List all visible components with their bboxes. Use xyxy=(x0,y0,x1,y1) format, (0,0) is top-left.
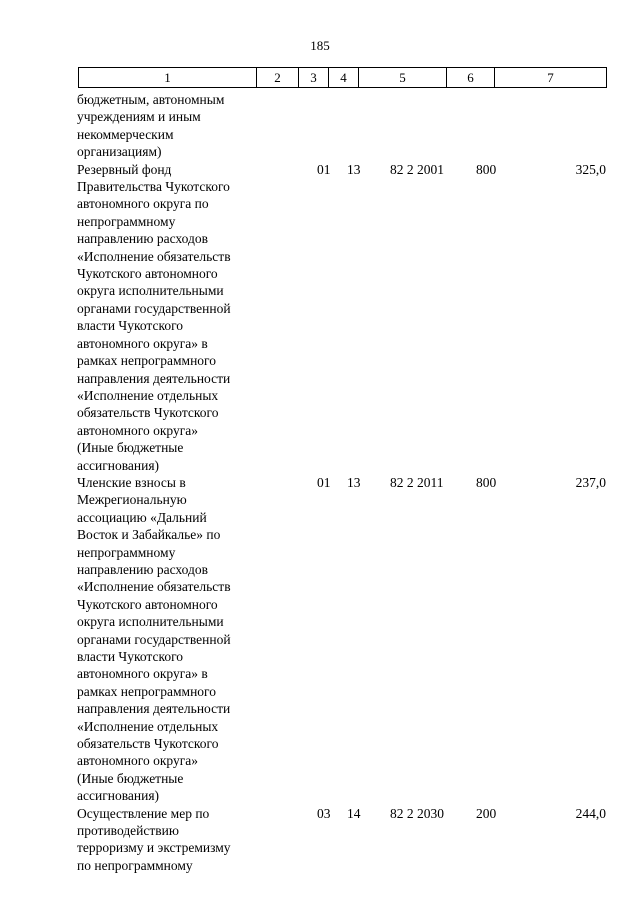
text-line: Чукотского автономного xyxy=(77,266,218,282)
column-header-6: 6 xyxy=(447,68,495,88)
text-line: органами государственной xyxy=(77,300,231,316)
column-header-1: 1 xyxy=(79,68,257,88)
text-line: ассигнования) xyxy=(77,457,160,473)
text-line: противодействию xyxy=(77,823,179,839)
text-line: обязательств Чукотского xyxy=(77,405,219,421)
text-line: автономного округа» в xyxy=(77,666,208,682)
column-header-4: 4 xyxy=(329,68,359,88)
text-line: рамках непрограммного xyxy=(77,353,216,369)
text-line: «Исполнение обязательств xyxy=(77,248,231,264)
table-row xyxy=(0,805,640,875)
amount-value: 325,0 xyxy=(575,161,606,177)
continuation-row xyxy=(0,91,640,161)
subsection-code: 13 xyxy=(347,161,361,177)
section-code: 01 xyxy=(317,161,331,177)
column-header-2: 2 xyxy=(257,68,299,88)
table-row xyxy=(0,474,640,805)
text-line: рамках непрограммного xyxy=(77,683,216,699)
column-header-5: 5 xyxy=(359,68,447,88)
subsection-code: 14 xyxy=(347,805,361,821)
text-line: непрограммному xyxy=(77,213,176,229)
text-line: автономного округа» в xyxy=(77,335,208,351)
column-header-7: 7 xyxy=(495,68,607,88)
text-line: органами государственной xyxy=(77,631,231,647)
text-line: направлению расходов xyxy=(77,561,208,577)
text-line: Резервный фонд xyxy=(77,161,172,177)
text-line: (Иные бюджетные xyxy=(77,770,184,786)
text-line: направления деятельности xyxy=(77,370,231,386)
text-line: терроризму и экстремизму xyxy=(77,840,231,856)
subsection-code: 13 xyxy=(347,474,361,490)
text-line: автономного округа по xyxy=(77,196,209,212)
column-header-row xyxy=(79,68,607,88)
row-name-cell xyxy=(77,474,255,805)
column-header-3: 3 xyxy=(299,68,329,88)
text-line: округа исполнительными xyxy=(77,614,224,630)
text-line: власти Чукотского xyxy=(77,318,184,334)
expense-type-code: 800 xyxy=(476,474,497,490)
text-line: автономного округа» xyxy=(77,753,198,769)
text-line: направлению расходов xyxy=(77,231,208,247)
amount-value: 237,0 xyxy=(575,474,606,490)
row-name-cell xyxy=(77,161,255,474)
text-line: некоммерческим xyxy=(77,126,174,142)
table-row xyxy=(0,161,640,474)
text-line: Чукотского автономного xyxy=(77,596,218,612)
text-line: учреждениям и иным xyxy=(77,109,201,125)
section-code: 03 xyxy=(317,805,331,821)
text-line: «Исполнение обязательств xyxy=(77,579,231,595)
text-line: организациям) xyxy=(77,144,162,160)
text-line: ассигнования) xyxy=(77,788,160,804)
text-line: автономного округа» xyxy=(77,422,198,438)
text-line: «Исполнение отдельных xyxy=(77,718,219,734)
row-name-cell xyxy=(77,805,255,875)
text-line: Межрегиональную xyxy=(77,492,187,508)
text-line: бюджетным, автономным xyxy=(77,92,225,107)
target-article-code: 82 2 2030 xyxy=(390,805,444,821)
target-article-code: 82 2 2001 xyxy=(390,161,444,177)
text-line: обязательств Чукотского xyxy=(77,736,219,752)
text-line: власти Чукотского xyxy=(77,649,184,664)
text-line: «Исполнение отдельных xyxy=(77,387,219,403)
table-body xyxy=(0,91,640,874)
text-line: Правительства Чукотского xyxy=(77,179,230,195)
section-code: 01 xyxy=(317,474,331,490)
text-line: направления деятельности xyxy=(77,701,231,717)
text-line: Членские взносы в xyxy=(77,474,186,490)
continuation-text xyxy=(77,91,255,161)
text-line: (Иные бюджетные xyxy=(77,440,184,456)
text-line: Восток и Забайкалье» по xyxy=(77,527,221,543)
target-article-code: 82 2 2011 xyxy=(390,474,444,490)
text-line: округа исполнительными xyxy=(77,283,224,299)
expense-type-code: 200 xyxy=(476,805,497,821)
page-number: 185 xyxy=(310,38,330,53)
column-header-table xyxy=(78,67,607,88)
amount-value: 244,0 xyxy=(575,805,606,821)
text-line: по непрограммному xyxy=(77,857,193,873)
text-line: Осуществление мер по xyxy=(77,805,210,821)
text-line: ассоциацию «Дальний xyxy=(77,509,207,525)
expense-type-code: 800 xyxy=(476,161,497,177)
text-line: непрограммному xyxy=(77,544,176,560)
